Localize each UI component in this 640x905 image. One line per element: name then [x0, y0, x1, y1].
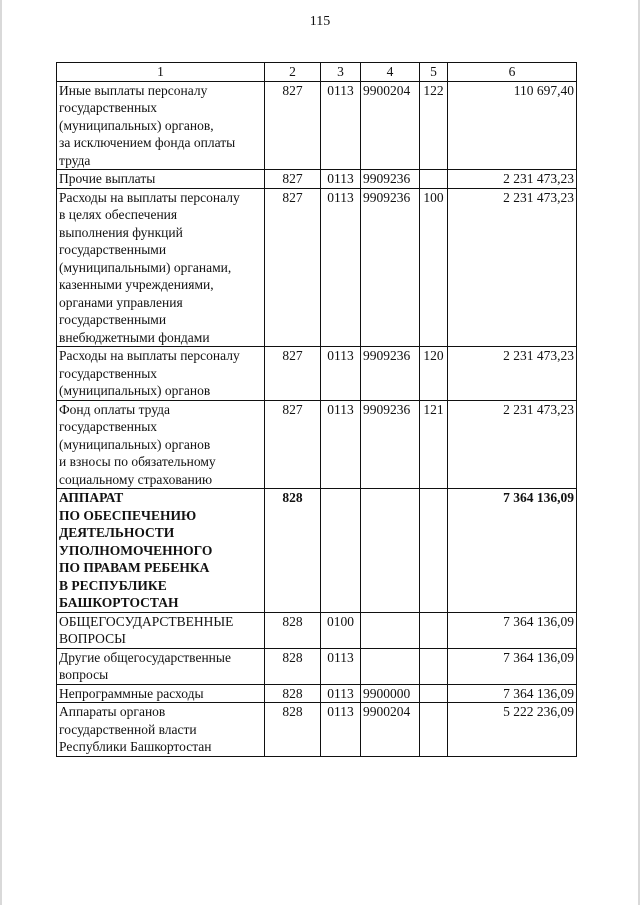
row-amount-cell: 7 364 136,09	[448, 684, 577, 703]
column-header-3: 3	[321, 63, 361, 82]
row-type-cell: 120	[420, 347, 448, 401]
row-target-cell	[361, 612, 420, 648]
row-amount-cell: 2 231 473,23	[448, 400, 577, 489]
row-amount-cell: 110 697,40	[448, 81, 577, 170]
table-row	[57, 648, 577, 684]
table-row	[57, 612, 577, 648]
table-header-row	[57, 63, 577, 82]
row-type-cell: 121	[420, 400, 448, 489]
row-name-cell: Расходы на выплаты персоналу в целях обеспечения выполнения функций государственными (муниципальными) органами, казенными учреждениями, органами управления государственными внебюджетными фондами	[57, 188, 265, 347]
row-target-cell: 9900204	[361, 703, 420, 757]
row-type-cell: 122	[420, 81, 448, 170]
row-code-cell: 827	[265, 188, 321, 347]
row-name-cell: Прочие выплаты	[57, 170, 265, 189]
column-header-4: 4	[361, 63, 420, 82]
row-code-cell: 827	[265, 170, 321, 189]
row-code-cell: 828	[265, 703, 321, 757]
row-name-cell: Расходы на выплаты персоналу государственных (муниципальных) органов	[57, 347, 265, 401]
row-amount-cell: 7 364 136,09	[448, 648, 577, 684]
row-amount-cell: 2 231 473,23	[448, 170, 577, 189]
row-amount-cell: 7 364 136,09	[448, 612, 577, 648]
row-code-cell: 827	[265, 347, 321, 401]
row-section-cell: 0113	[321, 188, 361, 347]
row-target-cell	[361, 648, 420, 684]
row-type-cell: 100	[420, 188, 448, 347]
row-code-cell: 828	[265, 648, 321, 684]
row-type-cell	[420, 170, 448, 189]
row-code-cell: 827	[265, 81, 321, 170]
column-header-6: 6	[448, 63, 577, 82]
row-target-cell	[361, 489, 420, 613]
table-row	[57, 400, 577, 489]
table-row	[57, 489, 577, 613]
row-amount-cell: 2 231 473,23	[448, 188, 577, 347]
table-row	[57, 684, 577, 703]
column-header-5: 5	[420, 63, 448, 82]
row-section-cell: 0113	[321, 170, 361, 189]
row-target-cell: 9909236	[361, 400, 420, 489]
row-target-cell: 9909236	[361, 347, 420, 401]
table-row	[57, 170, 577, 189]
row-name-cell: АППАРАТ ПО ОБЕСПЕЧЕНИЮ ДЕЯТЕЛЬНОСТИ УПОЛНОМОЧЕННОГО ПО ПРАВАМ РЕБЕНКА В РЕСПУБЛИКЕ БАШКОРТОСТАН	[57, 489, 265, 613]
row-type-cell	[420, 684, 448, 703]
row-code-cell: 828	[265, 489, 321, 613]
row-name-cell: ОБЩЕГОСУДАРСТВЕННЫЕ ВОПРОСЫ	[57, 612, 265, 648]
row-code-cell: 827	[265, 400, 321, 489]
row-section-cell: 0100	[321, 612, 361, 648]
table-row	[57, 81, 577, 170]
row-target-cell: 9900000	[361, 684, 420, 703]
column-header-2: 2	[265, 63, 321, 82]
row-name-cell: Другие общегосударственные вопросы	[57, 648, 265, 684]
column-header-1: 1	[57, 63, 265, 82]
row-name-cell: Фонд оплаты труда государственных (муниципальных) органов и взносы по обязательному социальному страхованию	[57, 400, 265, 489]
table-row	[57, 703, 577, 757]
row-amount-cell: 5 222 236,09	[448, 703, 577, 757]
row-section-cell: 0113	[321, 684, 361, 703]
row-section-cell: 0113	[321, 400, 361, 489]
page-edge-left	[0, 0, 2, 905]
row-name-cell: Аппараты органов государственной власти Республики Башкортостан	[57, 703, 265, 757]
row-code-cell: 828	[265, 684, 321, 703]
row-type-cell	[420, 648, 448, 684]
row-target-cell: 9909236	[361, 188, 420, 347]
row-amount-cell: 7 364 136,09	[448, 489, 577, 613]
row-type-cell	[420, 703, 448, 757]
row-section-cell	[321, 489, 361, 613]
row-target-cell: 9909236	[361, 170, 420, 189]
row-section-cell: 0113	[321, 648, 361, 684]
row-section-cell: 0113	[321, 703, 361, 757]
row-name-cell: Непрограммные расходы	[57, 684, 265, 703]
row-amount-cell: 2 231 473,23	[448, 347, 577, 401]
row-target-cell: 9900204	[361, 81, 420, 170]
page-number: 115	[309, 14, 331, 29]
table-row	[57, 188, 577, 347]
table-row	[57, 347, 577, 401]
row-section-cell: 0113	[321, 81, 361, 170]
row-name-cell: Иные выплаты персоналу государственных (муниципальных) органов, за исключением фонда оплаты труда	[57, 81, 265, 170]
row-code-cell: 828	[265, 612, 321, 648]
row-type-cell	[420, 489, 448, 613]
budget-table	[56, 62, 577, 757]
row-type-cell	[420, 612, 448, 648]
row-section-cell: 0113	[321, 347, 361, 401]
